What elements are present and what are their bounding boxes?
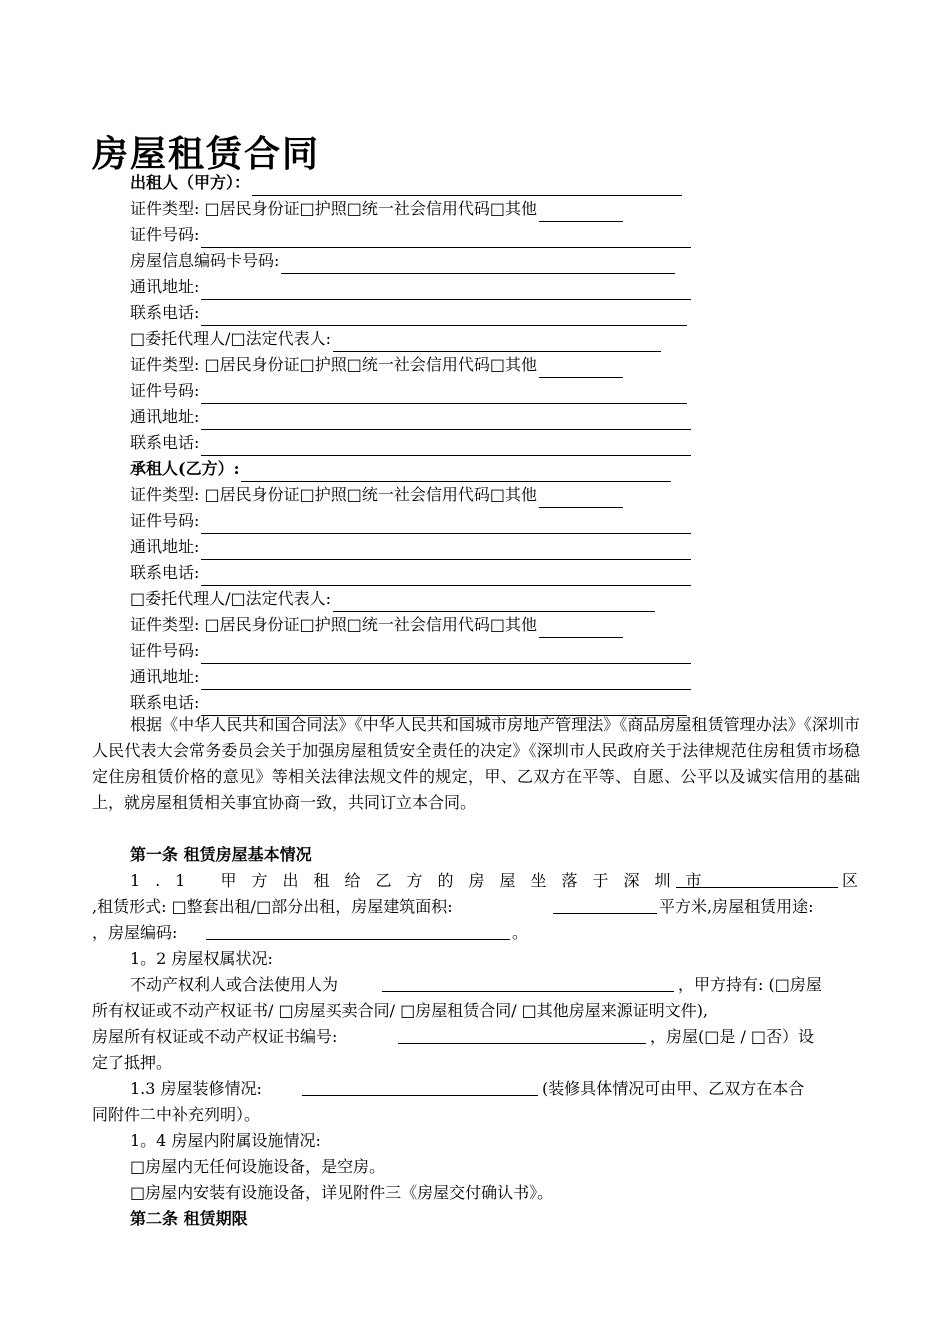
- lessor-agent-label: □委托代理人/□法定代表人:: [130, 329, 332, 348]
- lessor-agent-phone-field[interactable]: [201, 436, 691, 456]
- lessor-phone-label: 联系电话:: [130, 303, 200, 322]
- clause-1-1-house-code-label: ，房屋编码:: [92, 923, 178, 942]
- clause-1-2-mortgage: ，房屋(□是 / □否）设: [650, 1027, 815, 1046]
- clause-1-1-lease-form: ,租赁形式: □整套出租/□部分出租，房屋建筑面积:: [92, 897, 453, 916]
- clause-1-1-area-unit: 平方米,房屋租赁用途:: [659, 897, 814, 916]
- lessor-address-field[interactable]: [201, 280, 691, 300]
- clause-1-4-option-facilities[interactable]: □房屋内安装有设施设备，详见附件三《房屋交付确认书》。: [130, 1183, 554, 1202]
- lessor-agent-id-type-row: [130, 352, 623, 378]
- lessee-phone-label: 联系电话:: [130, 563, 200, 582]
- lessee-id-no-field[interactable]: [201, 514, 691, 534]
- lessor-id-no-field[interactable]: [201, 228, 691, 248]
- lessee-agent-address-row: [130, 664, 691, 690]
- lessor-id-type-label: 证件类型: □居民身份证□护照□统一社会信用代码□其他: [130, 199, 537, 218]
- building-area-field[interactable]: [553, 894, 657, 914]
- lessor-agent-address-field[interactable]: [201, 410, 691, 430]
- lessor-agent-field[interactable]: [333, 332, 661, 352]
- clause-1-2-owner-label: 不动产权利人或合法使用人为: [130, 975, 339, 994]
- lessee-phone-row: [130, 560, 691, 586]
- clause-1-1-end: 。: [512, 923, 529, 942]
- lessor-phone-row: [130, 300, 687, 326]
- lessor-heading-row: [130, 170, 682, 196]
- house-code-field[interactable]: [206, 920, 510, 940]
- lessee-agent-id-no-row: [130, 638, 691, 664]
- clause-1-2-mortgage-end: 定了抵押。: [92, 1053, 173, 1072]
- lessor-agent-id-no-label: 证件号码:: [130, 381, 200, 400]
- article-1-heading: 第一条 租赁房屋基本情况: [130, 845, 312, 864]
- lessor-name-field[interactable]: [252, 176, 682, 196]
- lessor-house-code-row: [130, 248, 675, 274]
- clause-1-3-note-end: 同附件二中补充列明）。: [92, 1105, 261, 1124]
- lessee-agent-id-type-row: [130, 612, 623, 638]
- lessor-house-code-field[interactable]: [281, 254, 675, 274]
- lessee-address-field[interactable]: [201, 540, 691, 560]
- clause-1-2-heading: 1。2 房屋权属状况:: [130, 949, 273, 968]
- lessee-agent-address-label: 通讯地址:: [130, 667, 200, 686]
- lessee-heading-row: [130, 456, 671, 482]
- clause-1-2-cert-label: 房屋所有权证或不动产权证书编号:: [92, 1027, 338, 1046]
- lessor-address-row: [130, 274, 691, 300]
- clause-1-3-label: 1.3 房屋装修情况:: [130, 1079, 262, 1098]
- clause-1-1-text: 1.1 甲方出租给乙方的房屋坐落于深圳市: [130, 871, 717, 890]
- lessor-heading: 出租人（甲方）：: [130, 173, 251, 192]
- lessor-agent-phone-row: [130, 430, 691, 456]
- cert-number-field[interactable]: [398, 1024, 646, 1044]
- preamble-paragraph: 根据《中华人民共和国合同法》《中华人民共和国城市房地产管理法》《商品房屋租赁管理办法》《深圳市人民代表大会常务委员会关于加强房屋租赁安全责任的决定》《深圳市人民政府关于法律规范住房租赁市场稳定住房租赁价格的意见》等相关法律法规文件的规定，甲、乙双方在平等、自愿、公平以及诚实信用的基础上，就房屋租赁相关事宜协商一致，共同订立本合同。: [92, 715, 860, 812]
- clause-1-2-holding: ，甲方持有: (□房屋: [678, 975, 822, 994]
- lessor-agent-id-type-other-field[interactable]: [539, 358, 623, 378]
- lessor-agent-address-label: 通讯地址:: [130, 407, 200, 426]
- clause-1-1-district-suffix: 区: [842, 871, 859, 890]
- lessee-id-type-other-field[interactable]: [539, 488, 623, 508]
- lessor-agent-address-row: [130, 404, 691, 430]
- decoration-field[interactable]: [302, 1076, 538, 1096]
- lessor-id-no-label: 证件号码:: [130, 225, 200, 244]
- lessee-address-row: [130, 534, 691, 560]
- owner-field[interactable]: [382, 972, 674, 992]
- lessee-agent-field[interactable]: [333, 592, 655, 612]
- lessor-id-type-row: [130, 196, 623, 222]
- clause-1-4-option-empty[interactable]: □房屋内无任何设施设备，是空房。: [130, 1157, 386, 1176]
- lessor-phone-field[interactable]: [201, 306, 687, 326]
- lessee-heading: 承租人(乙方）:: [130, 459, 240, 478]
- lessor-id-no-row: [130, 222, 691, 248]
- lessee-phone-field[interactable]: [201, 566, 691, 586]
- lessor-agent-id-no-row: [130, 378, 687, 404]
- document-title: 房屋租赁合同: [92, 133, 321, 175]
- lessor-agent-row: [130, 326, 661, 352]
- lessor-address-label: 通讯地址:: [130, 277, 200, 296]
- lessee-id-no-row: [130, 508, 691, 534]
- lessee-agent-phone-label: 联系电话:: [130, 693, 200, 712]
- lessee-agent-row: [130, 586, 655, 612]
- lessor-house-code-label: 房屋信息编码卡号码:: [130, 251, 280, 270]
- lessor-id-type-other-field[interactable]: [539, 202, 623, 222]
- lessee-agent-id-no-field[interactable]: [201, 644, 691, 664]
- lessee-agent-address-field[interactable]: [201, 670, 691, 690]
- lessee-agent-id-no-label: 证件号码:: [130, 641, 200, 660]
- clause-1-4-heading: 1。4 房屋内附属设施情况:: [130, 1131, 321, 1150]
- lessor-agent-phone-label: 联系电话:: [130, 433, 200, 452]
- district-field[interactable]: [676, 868, 838, 888]
- clause-1-2-documents: 所有权证或不动产权证书/ □房屋买卖合同/ □房屋租赁合同/ □其他房屋来源证明文件),: [92, 1001, 709, 1020]
- lessee-agent-id-type-label: 证件类型: □居民身份证□护照□统一社会信用代码□其他: [130, 615, 537, 634]
- lessee-id-type-row: [130, 482, 623, 508]
- lessee-id-no-label: 证件号码:: [130, 511, 200, 530]
- lessor-agent-id-type-label: 证件类型: □居民身份证□护照□统一社会信用代码□其他: [130, 355, 537, 374]
- clause-1-3-note: (装修具体情况可由甲、乙双方在本合: [542, 1079, 805, 1098]
- article-2-heading: 第二条 租赁期限: [130, 1209, 248, 1228]
- lessee-address-label: 通讯地址:: [130, 537, 200, 556]
- lessee-name-field[interactable]: [241, 462, 671, 482]
- lessee-agent-id-type-other-field[interactable]: [539, 618, 623, 638]
- lessee-id-type-label: 证件类型: □居民身份证□护照□统一社会信用代码□其他: [130, 485, 537, 504]
- lessor-agent-id-no-field[interactable]: [201, 384, 687, 404]
- lessee-agent-label: □委托代理人/□法定代表人:: [130, 589, 332, 608]
